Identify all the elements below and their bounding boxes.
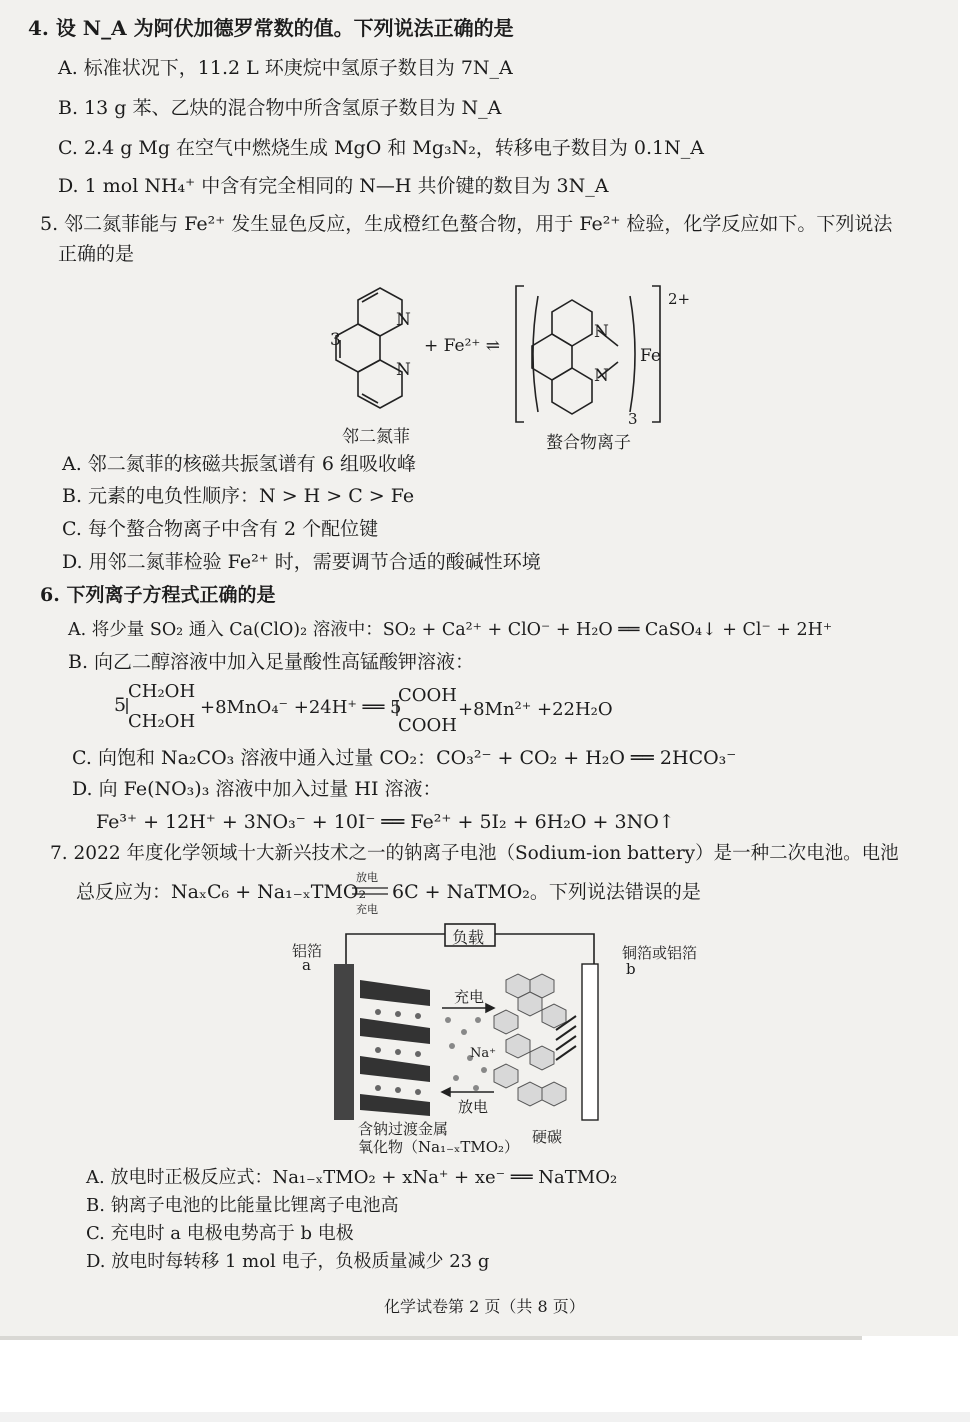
q6-option-c: C. 向饱和 Na₂CO₃ 溶液中通入过量 CO₂：CO₃²⁻ + CO₂ + H₂O ══ 2HCO₃⁻ — [72, 747, 737, 769]
q7-stem-line2b: 6C + NaTMO₂。下列说法错误的是 — [392, 881, 701, 903]
phenanthroline-structure — [330, 280, 430, 420]
q7-arrow-bottom-label: 充电 — [356, 903, 378, 916]
charge-label: 充电 — [454, 988, 485, 1006]
product-label: 螯合物离子 — [546, 433, 631, 453]
q7-option-c: C. 充电时 a 电极电势高于 b 电极 — [86, 1223, 354, 1244]
chelate-n-top: N — [594, 322, 609, 342]
page-edge — [0, 1336, 862, 1340]
plus-fe-equilibrium: + Fe²⁺ ⇌ — [424, 336, 501, 356]
q7-option-d: D. 放电时每转移 1 mol 电子，负极质量减少 23 g — [86, 1251, 490, 1272]
q6-b-tail: +8Mn²⁺ +22H₂O — [458, 699, 613, 720]
q7-option-a: A. 放电时正极反应式：Na₁₋ₓTMO₂ + xNa⁺ + xe⁻ ══ NaTMO₂ — [86, 1167, 618, 1188]
left-foil-letter: a — [302, 956, 311, 974]
q6-option-a: A. 将少量 SO₂ 通入 Ca(ClO)₂ 溶液中：SO₂ + Ca²⁺ + ClO⁻ + H₂O ══ CaSO₄↓ + Cl⁻ + 2H⁺ — [68, 620, 833, 640]
bottom-band — [0, 1412, 970, 1422]
q5-option-c: C. 每个螯合物离子中含有 2 个配位键 — [62, 518, 379, 540]
chelate-charge: 2+ — [668, 290, 691, 308]
q6-stem: 6. 下列离子方程式正确的是 — [40, 584, 276, 606]
chelate-n-bottom: N — [594, 366, 609, 386]
q5-option-a: A. 邻二氮菲的核磁共振氢谱有 6 组吸收峰 — [62, 453, 416, 475]
left-foil-label: 铝箔 — [292, 942, 323, 960]
right-foil-letter: b — [626, 960, 636, 978]
q5-stem-line1: 5. 邻二氮菲能与 Fe²⁺ 发生显色反应，生成橙红色螯合物，用于 Fe²⁺ 检验，化学反应如下。下列说法 — [40, 213, 893, 235]
q6-b-middle: +8MnO₄⁻ +24H⁺ ══ 5 — [200, 697, 402, 718]
q7-stem-line2a: 总反应为：NaₓC₆ + Na₁₋ₓTMO₂ — [76, 881, 367, 903]
bond-line-left — [124, 698, 130, 714]
n-atom-top: N — [396, 310, 411, 330]
battery-diagram — [280, 920, 640, 1160]
right-foil-label: 铜箔或铝箔 — [622, 944, 698, 962]
q7-option-b: B. 钠离子电池的比能量比锂离子电池高 — [86, 1195, 399, 1216]
discharge-label: 放电 — [458, 1098, 489, 1116]
anode-material-label: 硬碳 — [532, 1128, 563, 1146]
q7-arrow-top-label: 放电 — [356, 871, 378, 884]
q4-option-b: B. 13 g 苯、乙炔的混合物中所含氢原子数目为 N_A — [58, 97, 502, 119]
q6-b-coef: 5 — [114, 694, 127, 716]
load-label: 负载 — [452, 928, 485, 947]
q5-option-b: B. 元素的电负性顺序：N > H > C > Fe — [62, 485, 415, 507]
q4-option-c: C. 2.4 g Mg 在空气中燃烧生成 MgO 和 Mg₃N₂，转移电子数目为 0.1N_A — [58, 137, 704, 159]
cathode-material-line2: 氧化物（Na₁₋ₓTMO₂） — [358, 1138, 520, 1156]
na-ion-label: Na⁺ — [470, 1046, 496, 1061]
bond-line-right — [394, 700, 400, 716]
q5-stem-line2: 正确的是 — [58, 243, 135, 265]
q6-d-equation: Fe³⁺ + 12H⁺ + 3NO₃⁻ + 10I⁻ ══ Fe²⁺ + 5I₂ + 6H₂O + 3NO↑ — [96, 811, 675, 833]
q6-b-ch2oh-top: CH₂OH — [128, 681, 196, 702]
q6-b-ch2oh-bottom: CH₂OH — [128, 711, 196, 732]
chelate-fe: Fe — [640, 346, 661, 366]
q6-b-cooh-bottom: COOH — [398, 715, 457, 736]
page-footer: 化学试卷第 2 页（共 8 页） — [384, 1297, 585, 1316]
q4-stem: 4. 设 N_A 为阿伏加德罗常数的值。下列说法正确的是 — [28, 16, 514, 40]
q6-option-b: B. 向乙二醇溶液中加入足量酸性高锰酸钾溶液： — [68, 651, 475, 673]
n-atom-bottom: N — [396, 360, 411, 380]
q6-b-cooh-top: COOH — [398, 685, 457, 706]
q7-stem-line1: 7. 2022 年度化学领域十大新兴技术之一的钠离子电池（Sodium-ion battery）是一种二次电池。电池 — [50, 843, 899, 864]
reactant-label: 邻二氮菲 — [342, 427, 410, 447]
q4-option-a: A. 标准状况下，11.2 L 环庚烷中氢原子数目为 7N_A — [58, 57, 513, 79]
reversible-arrow — [352, 884, 388, 898]
q5-option-d: D. 用邻二氮菲检验 Fe²⁺ 时，需要调节合适的酸碱性环境 — [62, 551, 541, 573]
locant-3: 3 — [330, 330, 341, 350]
chelate-subscript: 3 — [628, 410, 638, 428]
q6-option-d: D. 向 Fe(NO₃)₃ 溶液中加入过量 HI 溶液： — [72, 778, 442, 800]
q4-option-d: D. 1 mol NH₄⁺ 中含有完全相同的 N—H 共价键的数目为 3N_A — [58, 175, 609, 197]
cathode-material-line1: 含钠过渡金属 — [358, 1120, 449, 1138]
